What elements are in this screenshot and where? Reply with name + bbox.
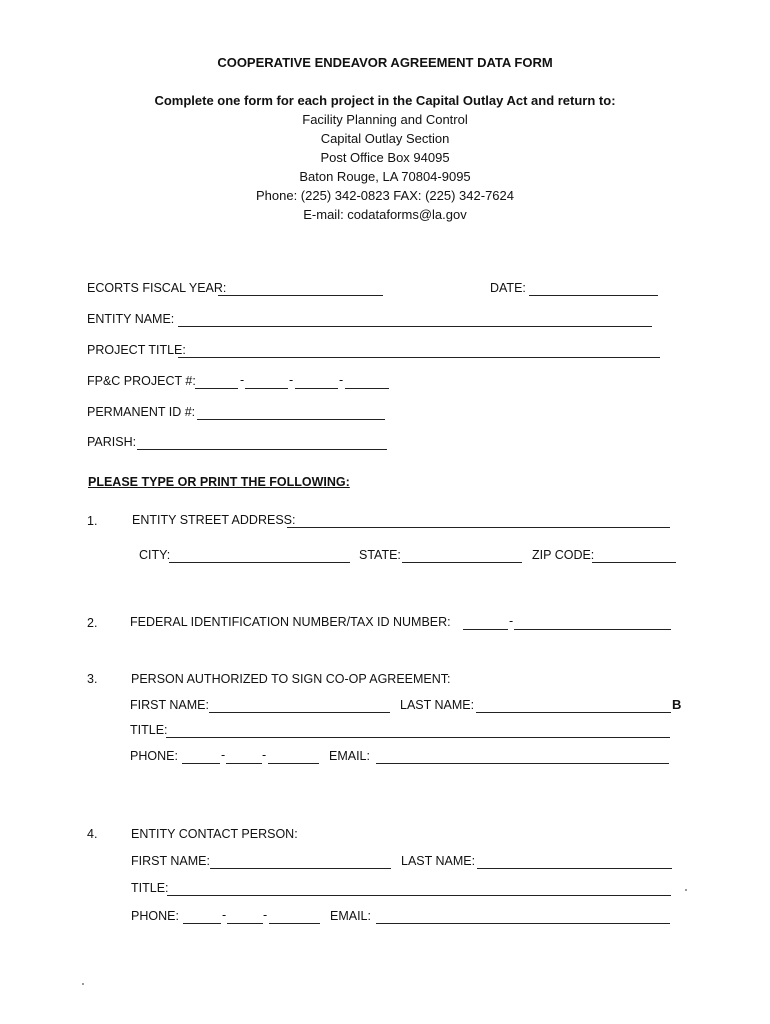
street-address-field[interactable] [287, 527, 670, 528]
signer-phone-field-1[interactable] [182, 763, 220, 764]
entity-name-field[interactable] [178, 326, 652, 327]
signer-last-name-label: LAST NAME: [400, 698, 475, 712]
contact-last-name-field[interactable] [477, 868, 672, 869]
contact-first-name-label: FIRST NAME: [131, 854, 210, 868]
state-label: STATE: [359, 548, 401, 562]
scan-speck [685, 889, 687, 891]
form-instruction: Complete one form for each project in the Capital Outlay Act and return to: [154, 93, 616, 108]
zip-code-label: ZIP CODE: [532, 548, 595, 562]
fpc-project-label: FP&C PROJECT #: [87, 374, 196, 388]
scan-speck [82, 983, 84, 985]
signer-phone-field-2[interactable] [226, 763, 262, 764]
contact-title-label: TITLE: [131, 881, 169, 895]
dash: - [509, 614, 514, 628]
contact-email-label: EMAIL: [330, 909, 371, 923]
zip-code-field[interactable] [592, 562, 676, 563]
street-address-label: ENTITY STREET ADDRESS: [132, 513, 296, 527]
address-line-4: Baton Rouge, LA 70804-9095 [299, 169, 471, 184]
date-label: DATE: [490, 281, 526, 295]
signer-email-label: EMAIL: [329, 749, 370, 763]
fpc-project-field-1[interactable] [195, 388, 238, 389]
contact-phone-label: PHONE: [131, 909, 179, 923]
fpc-project-field-4[interactable] [345, 388, 389, 389]
date-field[interactable] [529, 295, 658, 296]
tax-id-field-2[interactable] [514, 629, 671, 630]
contact-email-field[interactable] [376, 923, 670, 924]
permanent-id-label: PERMANENT ID #: [87, 405, 196, 419]
dash: - [263, 908, 268, 922]
dash: - [262, 748, 267, 762]
address-line-2: Capital Outlay Section [320, 131, 450, 146]
contact-phone-field-2[interactable] [227, 923, 263, 924]
contact-person-heading: ENTITY CONTACT PERSON: [131, 827, 298, 841]
contact-title-field[interactable] [167, 895, 671, 896]
address-line-1: Facility Planning and Control [302, 112, 468, 127]
fiscal-year-label: ECORTS FISCAL YEAR: [87, 281, 227, 295]
project-title-label: PROJECT TITLE: [87, 343, 186, 357]
entity-name-label: ENTITY NAME: [87, 312, 175, 326]
contact-last-name-label: LAST NAME: [401, 854, 476, 868]
dash: - [221, 748, 226, 762]
signer-first-name-field[interactable] [209, 712, 390, 713]
address-line-3: Post Office Box 94095 [320, 150, 450, 165]
form-title: COOPERATIVE ENDEAVOR AGREEMENT DATA FORM [217, 55, 553, 70]
signer-email-field[interactable] [376, 763, 669, 764]
signer-title-label: TITLE: [130, 723, 168, 737]
signer-first-name-label: FIRST NAME: [130, 698, 209, 712]
dash: - [222, 908, 227, 922]
parish-field[interactable] [137, 449, 387, 450]
dash: - [339, 373, 344, 387]
city-field[interactable] [169, 562, 350, 563]
item-1-number: 1. [87, 514, 98, 528]
parish-label: PARISH: [87, 435, 137, 449]
signer-phone-field-3[interactable] [268, 763, 319, 764]
contact-phone-field-1[interactable] [183, 923, 221, 924]
dash: - [289, 373, 294, 387]
contact-phone-field-3[interactable] [269, 923, 320, 924]
authorized-signer-heading: PERSON AUTHORIZED TO SIGN CO-OP AGREEMENT: [131, 672, 451, 686]
permanent-id-field[interactable] [197, 419, 385, 420]
item-2-number: 2. [87, 616, 98, 630]
state-field[interactable] [402, 562, 522, 563]
federal-tax-id-label: FEDERAL IDENTIFICATION NUMBER/TAX ID NUMBER: [130, 615, 451, 629]
city-label: CITY: [139, 548, 171, 562]
dash: - [240, 373, 245, 387]
signer-phone-label: PHONE: [130, 749, 178, 763]
contact-first-name-field[interactable] [210, 868, 391, 869]
stray-mark: B [672, 697, 682, 712]
fpc-project-field-2[interactable] [245, 388, 288, 389]
project-title-field[interactable] [178, 357, 660, 358]
section-heading: PLEASE TYPE OR PRINT THE FOLLOWING: [88, 475, 350, 489]
fiscal-year-field[interactable] [218, 295, 383, 296]
tax-id-field-1[interactable] [463, 629, 508, 630]
item-4-number: 4. [87, 827, 98, 841]
email-line: E-mail: codataforms@la.gov [303, 207, 467, 222]
fpc-project-field-3[interactable] [295, 388, 338, 389]
signer-last-name-field[interactable] [476, 712, 671, 713]
phone-fax-line: Phone: (225) 342-0823 FAX: (225) 342-7624 [255, 188, 514, 203]
signer-title-field[interactable] [166, 737, 670, 738]
item-3-number: 3. [87, 672, 98, 686]
